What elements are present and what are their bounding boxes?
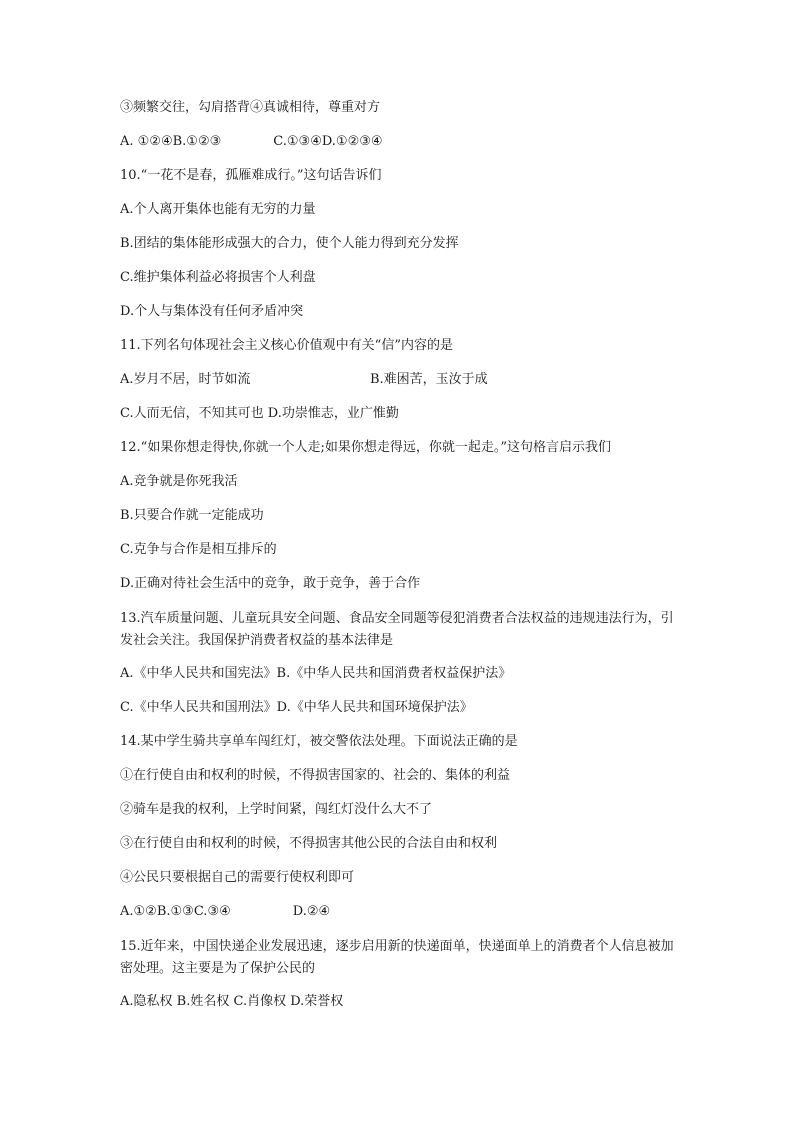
q11-options-cd: C.人而无信，不知其可也 D.功崇惟志，业广惟勤	[120, 406, 399, 421]
q11-option-b: B.难困苦，玉汝于成	[370, 372, 488, 387]
q9-options-cd: C.①③④D.①②③④	[273, 134, 383, 149]
q14-statement-3: ③在行使自由和权利的时候，不得损害其他公民的合法自由和权利	[120, 836, 498, 851]
q13-stem: 13.汽车质量问题、儿童玩具安全问题、食品安全同题等侵犯消费者合法权益的违规违法行为，引发社会关注。我国保护消费者权益的基本法律是	[120, 611, 674, 648]
q10-option-c: C.维护集体利益必将损害个人利盘	[120, 270, 316, 285]
q9-statements-3-4: ③频繁交往，勾肩搭背④真诚相待，尊重对方	[120, 100, 381, 115]
q11-options-ab	[120, 370, 680, 390]
q14-stem: 14.某中学生骑共享单车闯红灯，被交警依法处理。下面说法正确的是	[120, 734, 518, 749]
q15-stem: 15.近年来，中国快递企业发展迅速，逐步启用新的快递面单，快递面单上的消费者个人信息被加密处理。这主要是为了保护公民的	[120, 939, 674, 976]
q10-option-b: B.团结的集体能形成强大的合力，使个人能力得到充分发挥	[120, 236, 459, 251]
q11-stem: 11.下列名句体现社会主义核心价值观中有关“信”内容的是	[120, 338, 453, 353]
q10-stem: 10.“一花不是春，孤雁难成行。”这句话告诉们	[120, 168, 382, 183]
q9-options-ab: A. ①②④B.①②③	[120, 134, 222, 149]
q12-option-c: C.克争与合作是相互排斥的	[120, 542, 277, 557]
q13-options-ab: A.《中华人民共和国宪法》B.《中华人民共和国消费者权益保护法》	[120, 666, 512, 681]
q14-options-abc: A.①②B.①③C.③④	[120, 904, 231, 919]
q12-option-a: A.竞争就是你死我活	[120, 474, 238, 489]
q14-options	[120, 902, 680, 922]
q12-option-b: B.只要合作就一定能成功	[120, 508, 264, 523]
q14-statement-4: ④公民只要根据自己的需要行使权利即可	[120, 870, 355, 885]
q15-options: A.隐私权 B.姓名权 C.肖像权 D.荣誉权	[120, 994, 344, 1009]
q14-statement-1: ①在行使自由和权利的时候，不得损害国家的、社会的、集体的利益	[120, 768, 511, 783]
q11-option-a: A.岁月不居，时节如流	[120, 372, 251, 387]
q9-options	[120, 132, 680, 152]
q12-stem: 12.“如果你想走得快,你就一个人走;如果你想走得远，你就一起走。”这句格言启示我们	[120, 440, 611, 455]
q13-options-cd: C.《中华人民共和国刑法》D.《中华人民共和国环境保护法》	[120, 700, 473, 715]
q10-option-d: D.个人与集体没有任何矛盾冲突	[120, 304, 304, 319]
q12-option-d: D.正确对待社会生活中的竞争，敢于竞争，善于合作	[120, 576, 421, 591]
q10-option-a: A.个人离开集体也能有无穷的力量	[120, 202, 316, 217]
q14-statement-2: ②骑车是我的权利，上学时间紧，闯红灯没什么大不了	[120, 802, 433, 817]
q14-option-d: D.②④	[292, 904, 331, 919]
